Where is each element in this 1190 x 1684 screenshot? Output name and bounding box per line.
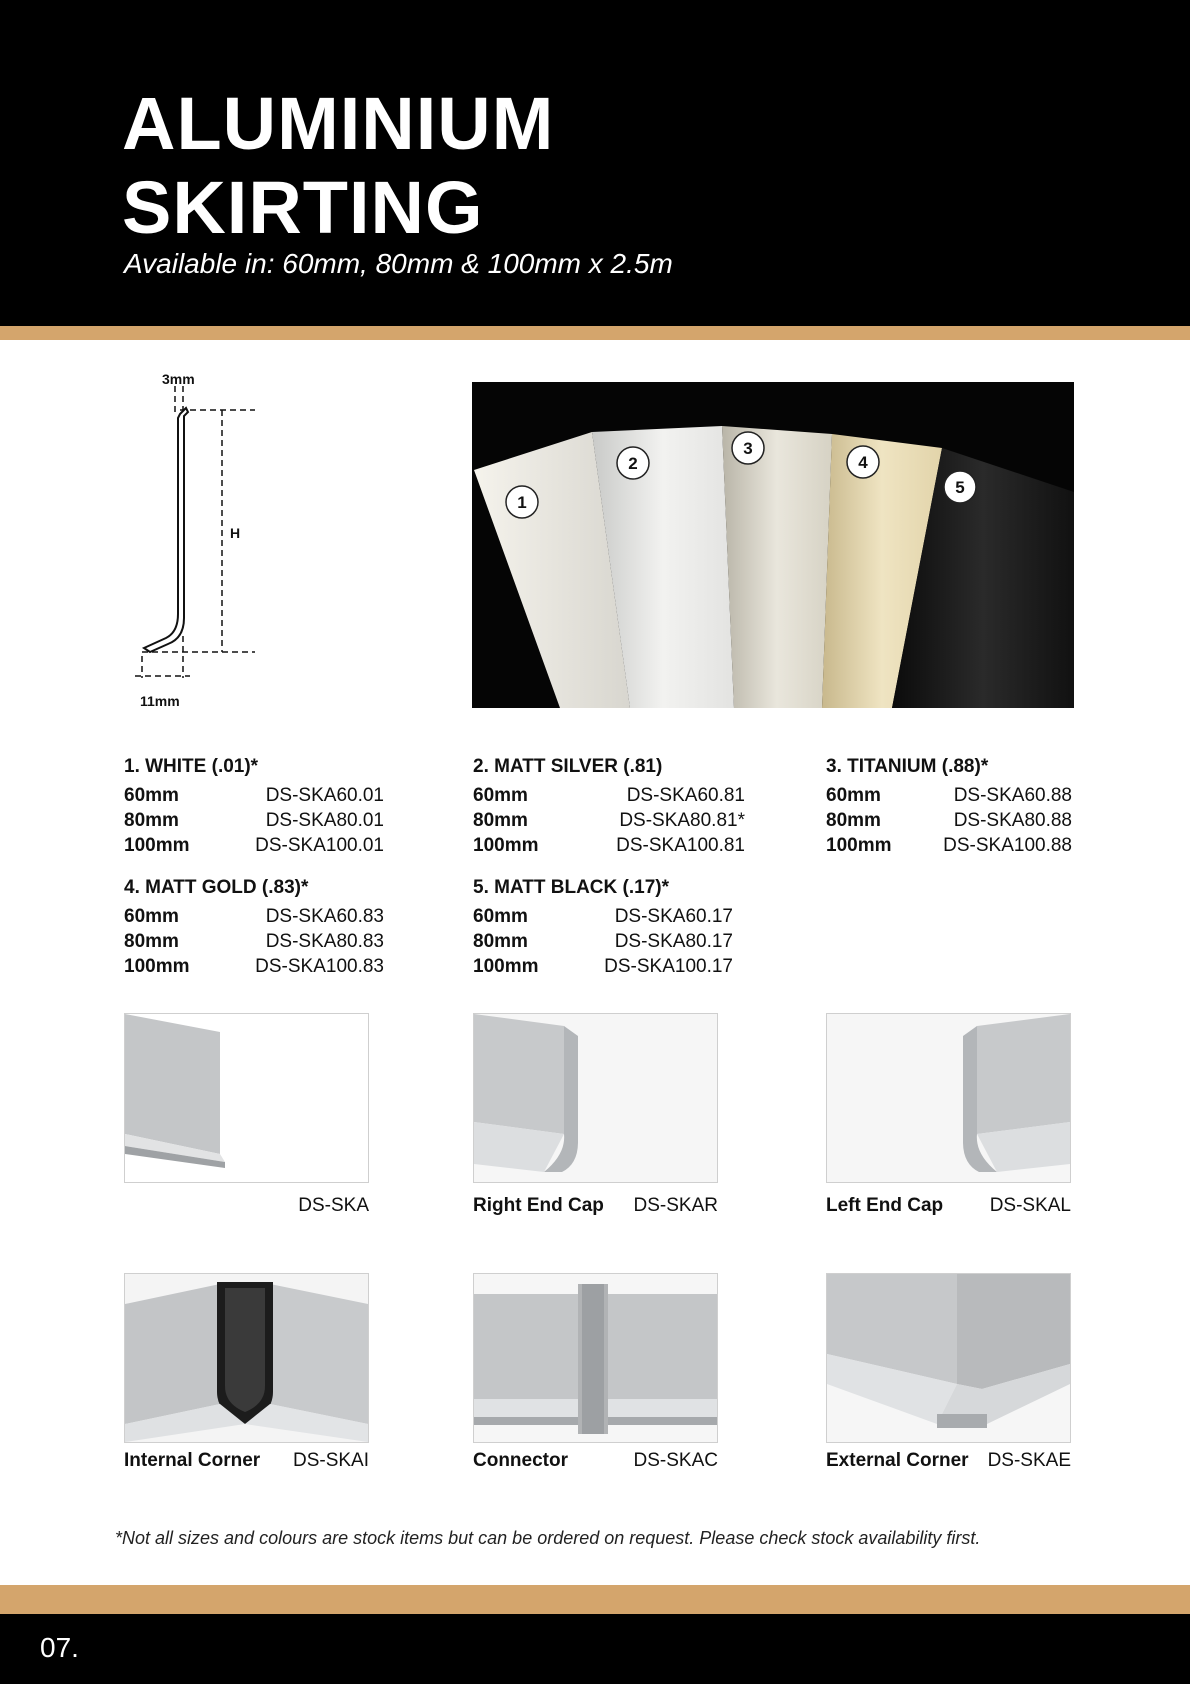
spec-row: 60mm DS-SKA60.17 [473,906,733,927]
spec-row: 80mm DS-SKA80.17 [473,931,733,952]
spec-title: 2. MATT SILVER (.81) [473,756,663,777]
caption-connector [473,1450,718,1472]
spec-title: 5. MATT BLACK (.17)* [473,877,669,898]
profile-diagram [130,366,270,716]
height-label: H [230,525,241,541]
thumb-skirting [124,1013,369,1183]
thumb-left-end-cap [826,1013,1071,1183]
footer-gold-band [0,1585,1190,1614]
thumb-right-end-cap [473,1013,718,1183]
sample-titanium [722,426,832,708]
spec-row: 60mm DS-SKA60.01 [124,785,384,806]
spec-row: 100mm DS-SKA100.01 [124,835,384,856]
accessory-code: DS-SKAL [989,1195,1071,1216]
bottom-dim-label: 11mm [140,693,180,709]
spec-row: 60mm DS-SKA60.83 [124,906,384,927]
colour-samples-photo [472,382,1074,708]
spec-row: 100mm DS-SKA100.83 [124,956,384,977]
spec-matt-silver [473,756,745,858]
spec-title: 4. MATT GOLD (.83)* [124,877,309,898]
accessory-label: Connector [473,1450,568,1471]
page-subtitle: Available in: 60mm, 80mm & 100mm x 2.5m [124,248,673,279]
spec-row: 80mm DS-SKA80.81* [473,810,745,831]
page-title [122,82,554,250]
spec-title: 1. WHITE (.01)* [124,756,259,777]
spec-row: 100mm DS-SKA100.88 [826,835,1072,856]
marker-5: 5 [955,478,965,497]
spec-row: 60mm DS-SKA60.88 [826,785,1072,806]
accessory-label: Left End Cap [826,1195,944,1216]
accessory-label: Internal Corner [124,1450,261,1471]
page-number: 07. [40,1632,79,1663]
accessory-code: DS-SKAC [633,1450,718,1471]
stock-footnote: *Not all sizes and colours are stock items but can be ordered on request. Please check stock availability first. [115,1528,981,1548]
accessory-code: DS-SKAE [987,1450,1071,1471]
accessory-code: DS-SKAR [633,1195,718,1216]
accessory-label: Right End Cap [473,1195,604,1216]
caption-internal-corner [124,1450,369,1472]
footer-bar [0,1614,1190,1684]
thumb-connector [473,1273,718,1443]
thumb-internal-corner [124,1273,369,1443]
profile-drawing [130,366,270,716]
spec-matt-black [473,877,733,979]
spec-titanium [826,756,1072,858]
top-dim-label: 3mm [162,371,195,387]
thumb-external-corner [826,1273,1071,1443]
spec-white [124,756,384,858]
spec-row: 80mm DS-SKA80.88 [826,810,1072,831]
caption-skirting [124,1195,369,1217]
caption-right-end-cap [473,1195,718,1217]
caption-left-end-cap [826,1195,1071,1217]
spec-title: 3. TITANIUM (.88)* [826,756,989,777]
marker-4: 4 [858,453,868,472]
accessory-code: DS-SKA [298,1195,369,1216]
marker-1: 1 [517,493,527,512]
caption-external-corner [826,1450,1071,1472]
spec-row: 80mm DS-SKA80.83 [124,931,384,952]
header-gold-band [0,326,1190,340]
spec-row: 60mm DS-SKA60.81 [473,785,745,806]
spec-row: 100mm DS-SKA100.17 [473,956,733,977]
accessory-code: DS-SKAI [292,1450,369,1471]
spec-row: 100mm DS-SKA100.81 [473,835,745,856]
marker-2: 2 [628,454,638,473]
title-line-1: ALUMINIUM [122,82,555,165]
spec-matt-gold [124,877,384,979]
spec-row: 80mm DS-SKA80.01 [124,810,384,831]
title-line-2: SKIRTING [122,166,484,249]
accessory-label: External Corner [826,1450,969,1471]
marker-3: 3 [743,439,753,458]
